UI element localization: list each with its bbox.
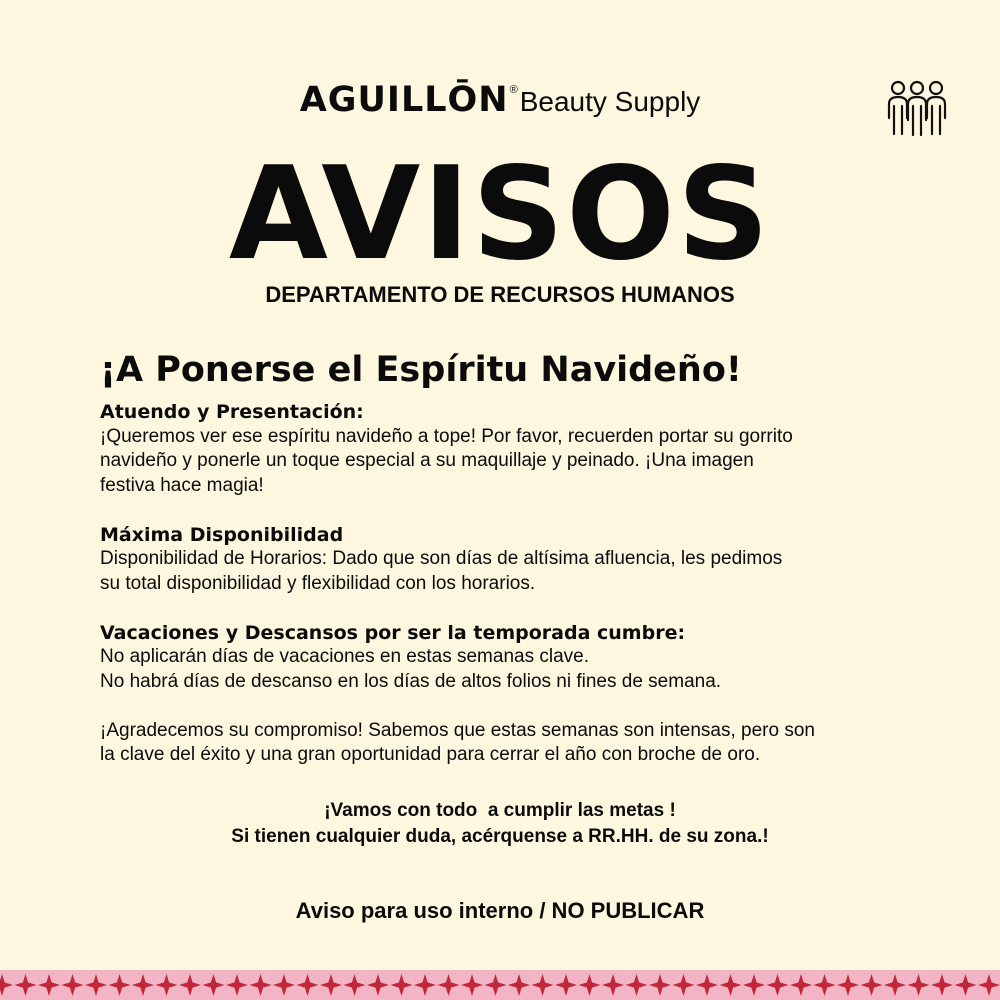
four-point-star-icon	[743, 974, 765, 996]
four-point-star-icon	[955, 974, 977, 996]
announcement-heading: ¡A Ponerse el Espíritu Navideño!	[100, 350, 742, 390]
four-point-star-icon	[814, 974, 836, 996]
thanks-paragraph	[100, 719, 920, 768]
four-point-star-icon	[203, 974, 225, 996]
people-group-icon	[886, 78, 948, 138]
four-point-star-icon	[15, 974, 37, 996]
section-title: Atuendo y Presentación:	[100, 401, 364, 423]
four-point-star-icon	[696, 974, 718, 996]
four-point-star-icon	[602, 974, 624, 996]
four-point-star-icon	[532, 974, 554, 996]
thanks-line: ¡Agradecemos su compromiso! Sabemos que estas semanas son intensas, pero son	[100, 719, 815, 741]
four-point-star-icon	[861, 974, 883, 996]
four-point-star-icon	[226, 974, 248, 996]
four-point-star-icon	[978, 974, 1000, 996]
section-line: Disponibilidad de Horarios: Dado que son días de altísima afluencia, les pedimos	[100, 548, 783, 569]
four-point-star-icon	[555, 974, 577, 996]
closing-line: ¡Vamos con todo a cumplir las metas !	[324, 800, 676, 821]
four-point-star-icon	[85, 974, 107, 996]
section-title: Máxima Disponibilidad	[100, 523, 344, 546]
four-point-star-icon	[132, 974, 154, 996]
four-point-star-icon	[790, 974, 812, 996]
registered-mark: ®	[509, 84, 518, 96]
section-line: festiva hace magia!	[100, 474, 264, 496]
four-point-star-icon	[156, 974, 178, 996]
four-point-star-icon	[908, 974, 930, 996]
internal-notice: Aviso para uso interno / NO PUBLICAR	[295, 898, 705, 923]
four-point-star-icon	[508, 974, 530, 996]
four-point-star-icon	[767, 974, 789, 996]
four-point-star-icon	[320, 974, 342, 996]
section-availability	[100, 523, 920, 597]
four-point-star-icon	[0, 974, 13, 996]
closing-message	[0, 798, 1000, 850]
decorative-star-border	[0, 970, 1000, 1000]
announcement-body	[100, 400, 920, 792]
section-vacations	[100, 621, 920, 695]
four-point-star-icon	[391, 974, 413, 996]
section-line: No habrá días de descanso en los días de altos folios ni fines de semana.	[100, 670, 722, 692]
thanks-line: la clave del éxito y una gran oportunidad para cerrar el año con broche de oro.	[100, 744, 761, 765]
closing-line: Si tienen cualquier duda, acérquense a RR.HH. de su zona.!	[231, 826, 769, 847]
section-title: Vacaciones y Descansos por ser la temporada cumbre:	[100, 621, 686, 644]
section-line: navideño y ponerle un toque especial a su maquillaje y peinado. ¡Una imagen	[100, 450, 754, 471]
four-point-star-icon	[297, 974, 319, 996]
four-point-star-icon	[367, 974, 389, 996]
four-point-star-icon	[414, 974, 436, 996]
four-point-star-icon	[62, 974, 84, 996]
four-point-star-icon	[344, 974, 366, 996]
brand-logo	[0, 80, 1000, 120]
four-point-star-icon	[485, 974, 507, 996]
star-strip	[0, 970, 1000, 1000]
section-line: su total disponibilidad y flexibilidad con los horarios.	[100, 572, 536, 594]
section-line: No aplicarán días de vacaciones en estas semanas clave.	[100, 646, 589, 667]
four-point-star-icon	[579, 974, 601, 996]
brand-name: AGUILLŌN	[299, 80, 509, 120]
section-line: ¡Queremos ver ese espíritu navideño a tope! Por favor, recuerden portar su gorrito	[100, 425, 793, 447]
four-point-star-icon	[837, 974, 859, 996]
four-point-star-icon	[649, 974, 671, 996]
brand-subtitle: Beauty Supply	[519, 86, 701, 117]
department-name: DEPARTAMENTO DE RECURSOS HUMANOS	[265, 282, 735, 307]
page-title: AVISOS	[228, 140, 772, 289]
four-point-star-icon	[626, 974, 648, 996]
four-point-star-icon	[179, 974, 201, 996]
four-point-star-icon	[461, 974, 483, 996]
four-point-star-icon	[884, 974, 906, 996]
four-point-star-icon	[109, 974, 131, 996]
four-point-star-icon	[38, 974, 60, 996]
four-point-star-icon	[250, 974, 272, 996]
four-point-star-icon	[273, 974, 295, 996]
four-point-star-icon	[673, 974, 695, 996]
four-point-star-icon	[720, 974, 742, 996]
four-point-star-icon	[931, 974, 953, 996]
four-point-star-icon	[438, 974, 460, 996]
section-attire	[100, 400, 920, 498]
